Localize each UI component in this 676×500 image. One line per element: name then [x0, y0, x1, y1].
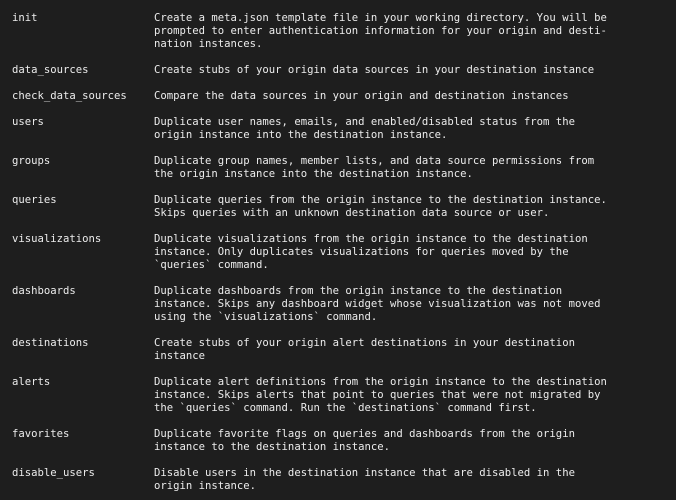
command-row-alerts: [12, 376, 676, 415]
command-description: Compare the data sources in your origin and destination instances: [154, 90, 569, 102]
command-name: groups: [12, 155, 51, 167]
command-row-groups: [12, 155, 676, 181]
command-description: Disable users in the destination instance that are disabled in the origin instance.: [154, 467, 575, 492]
command-description: Duplicate visualizations from the origin instance to the destination instance. Only duplicates visualizations for queries moved by the `queries` command.: [154, 233, 588, 271]
command-row-dashboards: [12, 285, 676, 324]
command-row-check-data-sources: [12, 90, 676, 103]
command-row-data-sources: [12, 64, 676, 77]
command-description: Duplicate dashboards from the origin instance to the destination instance. Skips any dashboard widget whose visualization was not moved using the `visualizations` command.: [154, 285, 601, 323]
command-description: Duplicate alert definitions from the origin instance to the destination instance. Skips alerts that point to queries that were not migrated by the `queries` command. Run the `destinations` command first.: [154, 376, 607, 414]
command-row-destinations: [12, 337, 676, 363]
command-row-visualizations: [12, 233, 676, 272]
command-row-queries: [12, 194, 676, 220]
command-name: dashboards: [12, 285, 76, 297]
command-description: Duplicate user names, emails, and enabled/disabled status from the origin instance into the destination instance.: [154, 116, 575, 141]
command-row-init: [12, 12, 676, 51]
command-description: Create stubs of your origin data sources in your destination instance: [154, 64, 595, 76]
command-name: check_data_sources: [12, 90, 127, 102]
command-description: Duplicate favorite flags on queries and dashboards from the origin instance to the destination instance.: [154, 428, 575, 453]
command-name: favorites: [12, 428, 70, 440]
command-name: alerts: [12, 376, 51, 388]
command-name: destinations: [12, 337, 89, 349]
command-row-users: [12, 116, 676, 142]
command-row-disable-users: [12, 467, 676, 493]
command-row-favorites: [12, 428, 676, 454]
command-description: Create a meta.json template file in your working directory. You will be prompted to enter authentication information for your origin and desti- nation instances.: [154, 12, 607, 50]
command-description: Create stubs of your origin alert destinations in your destination instance: [154, 337, 575, 362]
command-description: Duplicate queries from the origin instance to the destination instance. Skips queries with an unknown destination data source or user.: [154, 194, 607, 219]
command-name: init: [12, 12, 38, 24]
command-name: data_sources: [12, 64, 89, 76]
command-description: Duplicate group names, member lists, and data source permissions from the origin instance into the destination instance.: [154, 155, 595, 180]
command-name: disable_users: [12, 467, 95, 479]
command-name: users: [12, 116, 44, 128]
command-name: visualizations: [12, 233, 102, 245]
command-name: queries: [12, 194, 57, 206]
